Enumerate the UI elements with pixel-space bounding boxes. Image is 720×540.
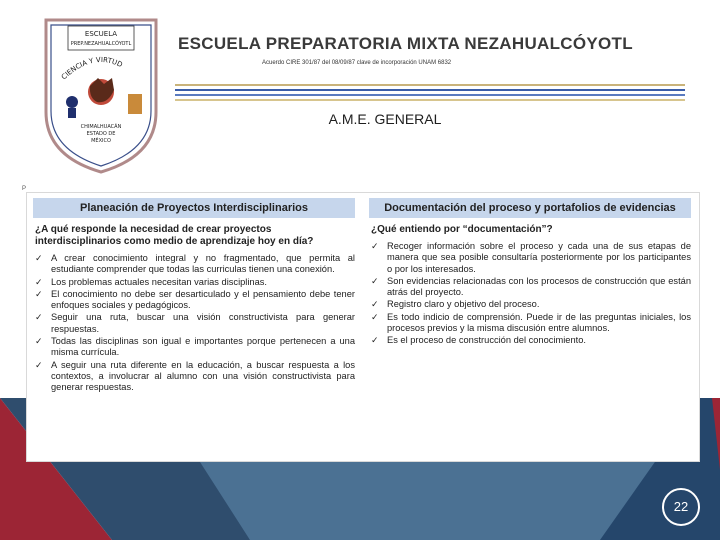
content-panel: [26, 192, 700, 462]
left-column-list: [33, 253, 355, 394]
list-item: ✓ Recoger información sobre el proceso y cada una de sus etapas de manera que sea posible consultaría posteriormente por los participantes o por los interesados.: [371, 241, 691, 274]
check-icon: ✓: [371, 299, 379, 310]
list-item: ✓ El conocimiento no debe ser desarticulado y el pensamiento debe tener enfoques sociales y pedagógicos.: [35, 288, 355, 311]
svg-text:PREP.NEZAHUALCÓYOTL: PREP.NEZAHUALCÓYOTL: [70, 41, 132, 47]
check-icon: ✓: [35, 253, 43, 263]
school-crest-logo: [42, 16, 160, 176]
svg-text:ESCUELA: ESCUELA: [84, 30, 118, 38]
left-column-heading: Planeación de Proyectos Interdisciplinarios: [33, 198, 355, 218]
check-icon: ✓: [371, 241, 379, 251]
list-item: ✓ Registro claro y objetivo del proceso.: [371, 299, 540, 310]
right-column-question: ¿Qué entiendo por “documentación”?: [371, 224, 553, 235]
check-icon: ✓: [35, 288, 43, 299]
page-number: 22: [662, 488, 700, 526]
agreement-line: Acuerdo CIRE 301/87 del 08/09/87 clave de incorporación UNAM 6832: [262, 60, 452, 66]
svg-text:CIENCIA Y VIRTUD: CIENCIA Y VIRTUD: [59, 55, 124, 82]
check-icon: ✓: [35, 359, 43, 370]
check-icon: ✓: [35, 312, 43, 323]
school-name: ESCUELA PREPARATORIA MIXTA NEZAHUALCÓYOTL: [178, 34, 633, 53]
svg-text:CHIMALHUACÁN: CHIMALHUACÁN: [80, 124, 122, 130]
right-column: [369, 198, 691, 348]
right-column-heading: Documentación del proceso y portafolios de evidencias: [369, 198, 691, 218]
check-icon: ✓: [35, 336, 43, 347]
right-column-list: [369, 241, 691, 347]
header-rule-2: [175, 89, 685, 91]
svg-text:ESTADO DE: ESTADO DE: [86, 131, 116, 137]
list-item: ✓ Todas las disciplinas son igual e importantes porque pertenecen a una misma currícula.: [35, 336, 355, 358]
slide-mark: P: [22, 186, 27, 192]
left-column-question: ¿A qué responde la necesidad de crear proyectos interdisciplinarios como medio de aprendizaje hoy en día?: [35, 224, 314, 247]
check-icon: ✓: [371, 275, 379, 286]
list-item: ✓ Los problemas actuales necesitan varias disciplinas.: [35, 276, 268, 287]
subject-title: A.M.E. GENERAL: [328, 111, 442, 127]
list-item: ✓ Seguir una ruta, buscar una visión constructivista para generar respuestas.: [35, 312, 355, 334]
list-item: ✓ A crear conocimiento integral y no fragmentado, que permita al estudiante comprender que todas las curriculas tienen una conexión.: [35, 253, 355, 275]
header-rule-3: [175, 94, 685, 96]
svg-text:MÉXICO: MÉXICO: [91, 138, 111, 144]
check-icon: ✓: [371, 311, 379, 322]
list-item: ✓ Es todo indicio de comprensión. Puede ir de las preguntas iniciales, los procesos previos y la misma discusión entre alumnos.: [371, 311, 691, 334]
list-item: ✓ Son evidencias relacionadas con los procesos de construcción que están atrás del proyecto.: [371, 275, 691, 298]
list-item: ✓ A seguir una ruta diferente en la educación, a buscar respuesta a los contextos, a involucrar al alumno con una visión constructivista para generar respuestas.: [35, 359, 355, 393]
check-icon: ✓: [371, 335, 379, 346]
check-icon: ✓: [35, 276, 43, 287]
header-rule-1: [175, 84, 685, 86]
left-column: [33, 198, 355, 395]
list-item: ✓ Es el proceso de construcción del conocimiento.: [371, 335, 586, 346]
header-rule-4: [175, 99, 685, 101]
